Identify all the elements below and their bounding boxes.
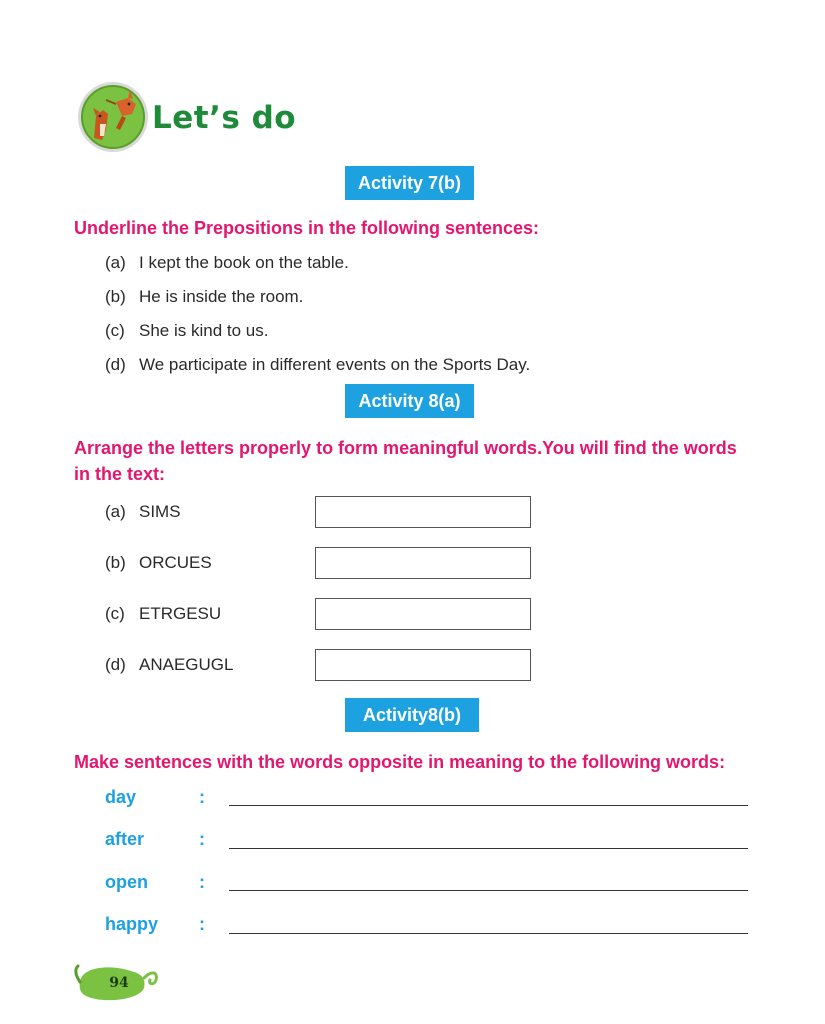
- item-label: (c): [105, 604, 125, 623]
- word-separator: :: [199, 787, 205, 807]
- list-item: [105, 287, 303, 307]
- jumbled-word-item: [105, 655, 233, 675]
- answer-line[interactable]: [229, 933, 748, 934]
- list-item: [105, 355, 530, 375]
- word-separator: :: [199, 914, 205, 934]
- item-label: (d): [105, 355, 126, 374]
- opposite-word: after: [105, 829, 145, 849]
- instruction-line: Arrange the letters properly to form meaningful words.You will find the words: [74, 438, 737, 458]
- item-text: We participate in different events on the Sports Day.: [139, 355, 531, 374]
- item-label: (d): [105, 655, 126, 674]
- answer-box[interactable]: [315, 496, 531, 528]
- activity-8a-instruction: [74, 435, 737, 487]
- activity-8b-badge: Activity8(b): [345, 698, 479, 732]
- opposite-word: open: [105, 872, 148, 892]
- item-label: (c): [105, 321, 125, 340]
- answer-box[interactable]: [315, 547, 531, 579]
- item-label: (b): [105, 553, 126, 572]
- jumbled-word: ANAEGUGL: [139, 655, 234, 674]
- activity-7b-instruction: Underline the Prepositions in the following sentences:: [74, 218, 540, 238]
- activity-7b-badge: Activity 7(b): [345, 166, 474, 200]
- word-separator: :: [199, 829, 205, 849]
- jumbled-word: ETRGESU: [139, 604, 222, 623]
- item-text: He is inside the room.: [139, 287, 304, 306]
- item-label: (a): [105, 253, 126, 272]
- answer-box[interactable]: [315, 598, 531, 630]
- jumbled-word: ORCUES: [139, 553, 212, 572]
- activity-8b-instruction: Make sentences with the words opposite in meaning to the following words:: [74, 752, 726, 772]
- page-number: 94: [109, 975, 129, 991]
- jumbled-word-item: [105, 502, 181, 522]
- jumbled-word-item: [105, 553, 212, 573]
- item-label: (a): [105, 502, 126, 521]
- opposite-word: day: [105, 787, 137, 807]
- activity-8a-badge: Activity 8(a): [345, 384, 474, 418]
- jumbled-word: SIMS: [139, 502, 181, 521]
- answer-box[interactable]: [315, 649, 531, 681]
- section-title: Let’s do: [152, 100, 297, 136]
- item-text: She is kind to us.: [139, 321, 269, 340]
- instruction-line: in the text:: [74, 464, 166, 484]
- answer-line[interactable]: [229, 890, 748, 891]
- jumbled-word-item: [105, 604, 221, 624]
- answer-line[interactable]: [229, 805, 748, 806]
- foxes-logo-icon: [76, 80, 150, 154]
- list-item: [105, 253, 349, 273]
- answer-line[interactable]: [229, 848, 748, 849]
- list-item: [105, 321, 268, 341]
- opposite-word: happy: [105, 914, 159, 934]
- word-separator: :: [199, 872, 205, 892]
- item-label: (b): [105, 287, 126, 306]
- item-text: I kept the book on the table.: [139, 253, 349, 272]
